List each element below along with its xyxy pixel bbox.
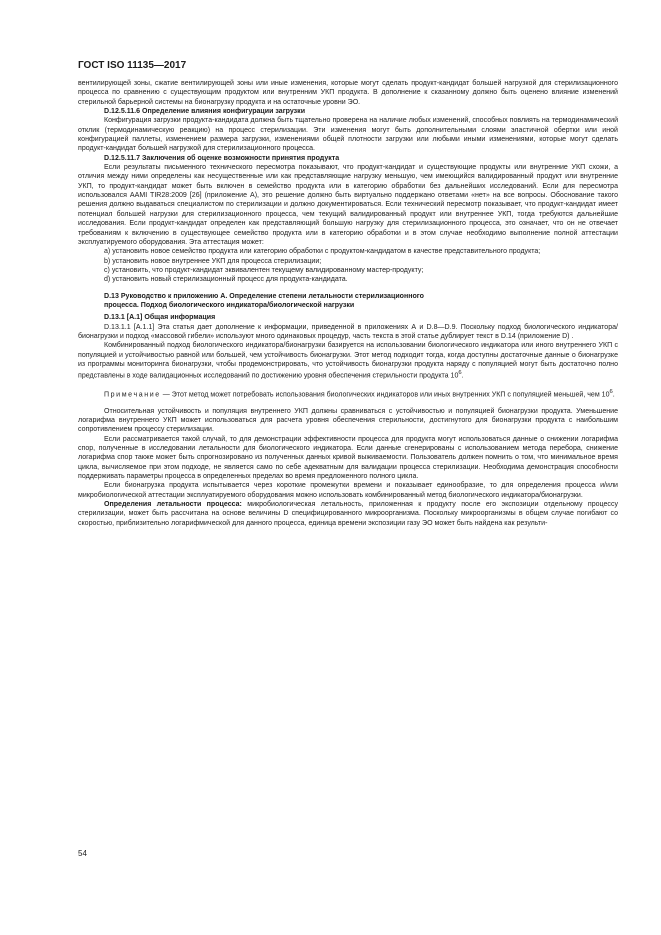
page-number: 54 — [78, 849, 87, 858]
paragraph-combined-approach — [78, 341, 618, 381]
heading-d12-5-11-6: D.12.5.11.6 Определение влияния конфигурации загрузки — [104, 108, 306, 116]
paragraph-bioload: Если бионагрузка продукта испытывается через короткие промежутки времени и показывает единообразие, то для определения процесса и/или микробиологической аттестации эксплуатируемого оборудования можно использовать комбинированный метод биологического индикатора/бионагрузки. — [78, 482, 618, 499]
document-header-title: ГОСТ ISO 11135—2017 — [78, 60, 187, 71]
document-body — [78, 79, 618, 528]
note-text: — Этот метод может потребовать использования биологических индикаторов или иных внутренних УКП с популяцией меньшей, чем 10 — [160, 391, 610, 399]
note-paragraph — [78, 388, 618, 400]
combined-approach-text: Комбинированный подход биологического индикатора/бионагрузки базируется на использовании биологического индикатора или иного внутреннего УКП с популяцией и устойчивостью равной или большей, чем устойчивость бионагрузки. Этот метод подходит тогда, когда доступны достаточные данные о бионагрузке из программы мониторинга бионагрузки, чтобы продемонстрировать, что устойчивость бионагрузки продукта наряду с популяцией могут быть достаточно полно представлены в ходе валидационных исследований по достижению уровня обеспечения стерильности продукта 10 — [78, 342, 618, 380]
note-label: Примечание — [104, 391, 161, 399]
list-item-c: c) установить, что продукт-кандидат эквивалентен текущему валидированному мастер-продукту; — [104, 266, 424, 274]
heading-d12-5-11-7: D.12.5.11.7 Заключения об оценке возможности принятия продукта — [104, 154, 340, 162]
paragraph-conclusions: Если результаты письменного технического пересмотра показывают, что продукт-кандидат и существующие продукты или внутренние УКП схожи, а отличия между ними определены как несущественные или как представляющие нагрузку меньшую, чем имеющийся валидированный продукт или внутренние УКП, то продукт-кандидат может быть включен в семейство продукта или в категорию обработки без дальнейших исследований. Если для пересмотра использовался AAMI TIR28:2009 [26] (приложение А), это решение должно быть виртуально поддержано ответами «нет» на все вопросы. Обоснование такого решения должно выдаваться специалистом по стерилизации и должно документироваться. Если технический пересмотр показывает, что продукт-кандидат имеет потенциал большей нагрузки для стерилизационного процесса, чем текущий валидированный продукт или внутреннее УКП, тогда требуются дальнейшие исследования. Если продукт-кандидат определен как представляющий большую нагрузку для стерилизационного процесса, это означает, что он не отвечает требованиям к включению в существующее семейство продукта или в категорию обработки и в этом случае необходимо выполнение полной аттестации эксплуатируемого оборудования. Эта аттестация может: — [78, 164, 618, 246]
list-item-d: d) установить новый стерилизационный процесс для продукта-кандидата. — [104, 276, 348, 284]
paragraph-intro: вентилирующей зоны, сжатие вентилирующей зоны или иные изменения, которые могут сделать продукт-кандидат большей нагрузкой для стерилизационного процесса по сравнению с существующим продуктом или внутренним УКП продукта. В дополнение к сказанному должно быть оценено влияние изменений стерильной барьерной системы на бионагрузку продукта и на остаточные уровни ЭО. — [78, 80, 618, 106]
note-end: . — [612, 391, 615, 399]
list-item-b: b) установить новое внутреннее УКП для процесса стерилизации; — [104, 257, 322, 265]
heading-d13-line1: D.13 Руководство к приложению А. Определение степени летальности стерилизационного — [104, 292, 424, 300]
combined-approach-exponent: 6 — [458, 370, 462, 377]
paragraph-case: Если рассматривается такой случай, то для демонстрации эффективности процесса для продукта могут использоваться данные о снижении логарифма спор, полученные в исследовании летальности для биологического индикатора. Если данные сгенерированы с использованием метода перебора, снижение логарифма спор также может быть спрогнозировано из полученных данных кривой выживаемости. Пользователь должен помнить о том, что минимальное время цикла, вычисляемое при этом подходе, не является само по себе адекватным для валидации процесса стерилизации. Необходима демонстрация способности поддерживать параметры процесса в определенных пределах во время предложенного полного цикла. — [78, 435, 618, 481]
paragraph-d13-1-1: D.13.1.1 [A.1.1] Эта статья дает дополнение к информации, приведенной в приложениях А и D.8—D.9. Поскольку подход биологического индикатора/бионагрузки и подход «массовой гибели» используют много одинаковых процедур, часть текста в этой статье дублирует текст в D.14 (приложение D) . — [78, 323, 618, 340]
lethality-definition-term: Определения летальности процесса: — [104, 501, 242, 509]
combined-approach-end: . — [461, 372, 464, 380]
note-exponent: 6 — [609, 389, 613, 395]
paragraph-load-configuration: Конфигурация загрузки продукта-кандидата должна быть тщательно проверена на наличие любых изменений, способных повлиять на термодинамический отклик (термодинамическую реакцию) на процесс стерилизации. Эти изменения могут быть дополнительными слоями эластичной обертки или иной конфигурацией паллеты, изменением размера загрузки, изменениями общей плотности загрузки или любыми иными изменениями, которые могут сделать продукт-кандидат большей нагрузкой для стерилизационного процесса. — [78, 117, 618, 153]
heading-d13-line2: процесса. Подход биологического индикатора/биологической нагрузки — [104, 301, 355, 309]
lethality-definition-text: микробиологическая летальность, приложенная к продукту после его экспозиции отдельному процессу стерилизации, может быть рассчитана на основе величины D специфицированного микроорганизма. Поскольку микроорганизмы в общем случае погибают со скоростью, приблизительно логарифмической для данного процесса, единица времени экспозиции газу ЭО может быть найдена как результи- — [78, 501, 618, 527]
list-item-a: a) установить новое семейство продукта или категорию обработки с продуктом-кандидатом в качестве представительного продукта; — [104, 248, 541, 256]
paragraph-lethality-definition — [78, 500, 618, 528]
paragraph-relative-resistance: Относительная устойчивость и популяция внутреннего УКП должны сравниваться с устойчивостью и популяцией бионагрузки продукта. Уменьшение логарифма внутреннего УКП может использоваться для расчета уровня обеспечения стерильности, достигнутого для бионагрузки продукта с наибольшим сопротивлением процессу стерилизации. — [78, 407, 618, 434]
heading-d13-1: D.13.1 [A.1] Общая информация — [104, 314, 216, 322]
